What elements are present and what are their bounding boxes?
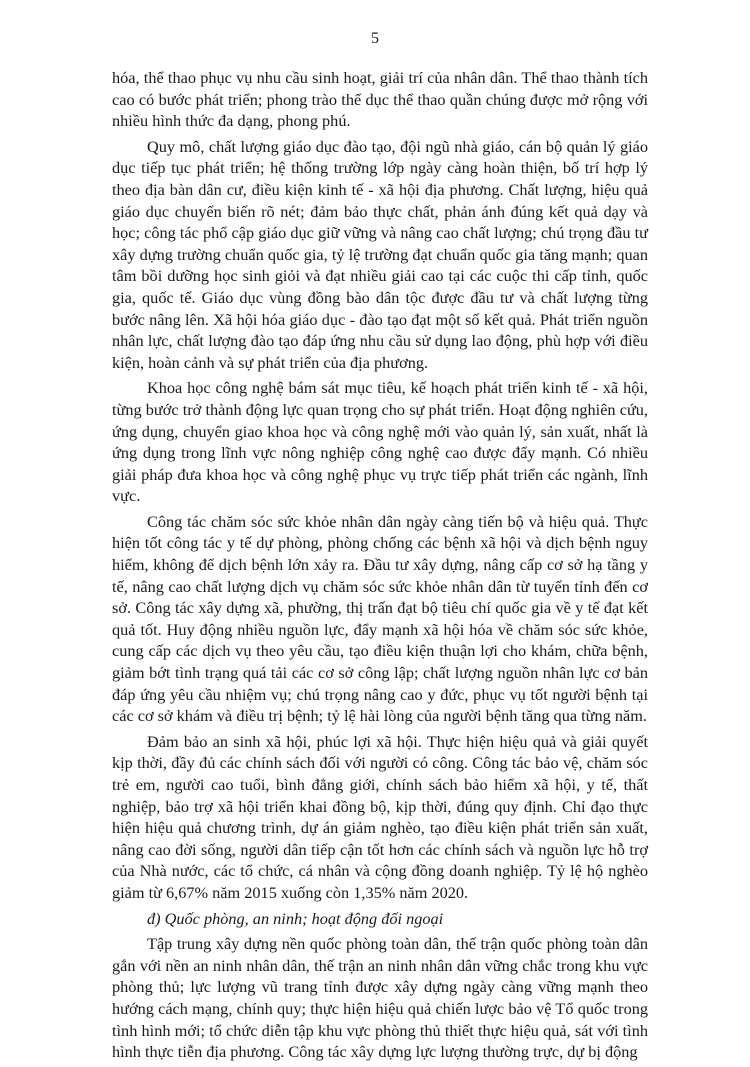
paragraph-defense: Tập trung xây dựng nền quốc phòng toàn dân, thế trận quốc phòng toàn dân gắn với nền an ninh nhân dân, thế trận an ninh nhân dân vững chắc trong khu vực phòng thủ; lực lượng vũ trang tỉnh được xây dựng ngày càng vững mạnh theo hướng cách mạng, chính quy; thực hiện hiệu quả chiến lược bảo vệ Tổ quốc trong tình hình mới; tổ chức diễn tập khu vực phòng thủ thiết thực hiệu quả, sát với tình hình thực tiễn địa phương. Công tác xây dựng lực lượng thường trực, dự bị động xyxy=(112,934,648,1062)
paragraph-education: Quy mô, chất lượng giáo dục đào tạo, đội ngũ nhà giáo, cán bộ quản lý giáo dục tiếp tục phát triển; hệ thống trường lớp ngày càng hoàn thiện, bố trí hợp lý theo địa bàn dân cư, điều kiện kinh tế - xã hội địa phương. Chất lượng, hiệu quả giáo dục chuyển biến rõ nét; đảm bảo thực chất, phản ánh đúng kết quả dạy và học; công tác phổ cập giáo dục giữ vững và nâng cao chất lượng; chú trọng đầu tư xây dựng trường chuẩn quốc gia, tỷ lệ trường đạt chuẩn quốc gia tăng mạnh; quan tâm bồi dưỡng học sinh giỏi và đạt nhiều giải cao tại các cuộc thi cấp tỉnh, quốc gia, quốc tế. Giáo dục vùng đồng bào dân tộc được đầu tư và chất lượng từng bước nâng lên. Xã hội hóa giáo dục - đào tạo đạt một số kết quả. Phát triển nguồn nhân lực, chất lượng đào tạo đáp ứng nhu cầu sử dụng lao động, phù hợp với điều kiện, hoàn cảnh và sự phát triển của địa phương. xyxy=(112,136,648,372)
page-number: 5 xyxy=(371,30,379,47)
paragraph-healthcare: Công tác chăm sóc sức khỏe nhân dân ngày càng tiến bộ và hiệu quả. Thực hiện tốt công tác y tế dự phòng, phòng chống các bệnh xã hội và dịch bệnh nguy hiểm, không để dịch bệnh lớn xảy ra. Đầu tư xây dựng, nâng cấp cơ sở hạ tầng y tế, nâng cao chất lượng dịch vụ chăm sóc sức khỏe nhân dân từ tuyến tỉnh đến cơ sở. Công tác xây dựng xã, phường, thị trấn đạt bộ tiêu chí quốc gia về y tế đạt kết quả tốt. Huy động nhiều nguồn lực, đẩy mạnh xã hội hóa về chăm sóc sức khỏe, cung cấp các dịch vụ theo yêu cầu, tạo điều kiện thuận lợi cho khám, chữa bệnh, giảm bớt tình trạng quá tải các cơ sở công lập; chất lượng nguồn nhân lực cơ bản đáp ứng yêu cầu nhiệm vụ; chú trọng nâng cao y đức, phục vụ tốt người bệnh tại các cơ sở khám và điều trị bệnh; tỷ lệ hài lòng của người bệnh tăng qua từng năm. xyxy=(112,511,648,726)
paragraph-social-security: Đảm bảo an sinh xã hội, phúc lợi xã hội. Thực hiện hiệu quả và giải quyết kịp thời, đầy đủ các chính sách đối với người có công. Công tác bảo vệ, chăm sóc trẻ em, người cao tuổi, bình đẳng giới, chính sách bảo hiểm xã hội, y tế, thất nghiệp, bảo trợ xã hội triển khai đồng bộ, kịp thời, đúng quy định. Chỉ đạo thực hiện hiệu quả chương trình, dự án giảm nghèo, tạo điều kiện phát triển sản xuất, nâng cao đời sống, người dân tiếp cận tốt hơn các chính sách và nguồn lực hỗ trợ của Nhà nước, các tổ chức, cá nhân và cộng đồng doanh nghiệp. Tỷ lệ hộ nghèo giảm từ 6,67% năm 2015 xuống còn 1,35% năm 2020. xyxy=(112,731,648,902)
paragraph-science-technology: Khoa học công nghệ bám sát mục tiêu, kế hoạch phát triển kinh tế - xã hội, từng bước trở thành động lực quan trọng cho sự phát triển. Hoạt động nghiên cứu, ứng dụng, chuyển giao khoa học và công nghệ mới vào quản lý, sản xuất, nhất là ứng dụng trong lĩnh vực nông nghiệp công nghệ cao được đẩy mạnh. Có nhiều giải pháp đưa khoa học và công nghệ phục vụ trực tiếp phát triển các ngành, lĩnh vực. xyxy=(112,378,648,506)
section-heading-defense: đ) Quốc phòng, an ninh; hoạt động đối ngoại xyxy=(147,908,444,928)
paragraph-continuation: hóa, thể thao phục vụ nhu cầu sinh hoạt, giải trí của nhân dân. Thể thao thành tích cao có bước phát triển; phong trào thể dục thể thao quần chúng được mở rộng với nhiều hình thức đa dạng, phong phú. xyxy=(112,68,648,131)
document-body xyxy=(112,67,648,1067)
